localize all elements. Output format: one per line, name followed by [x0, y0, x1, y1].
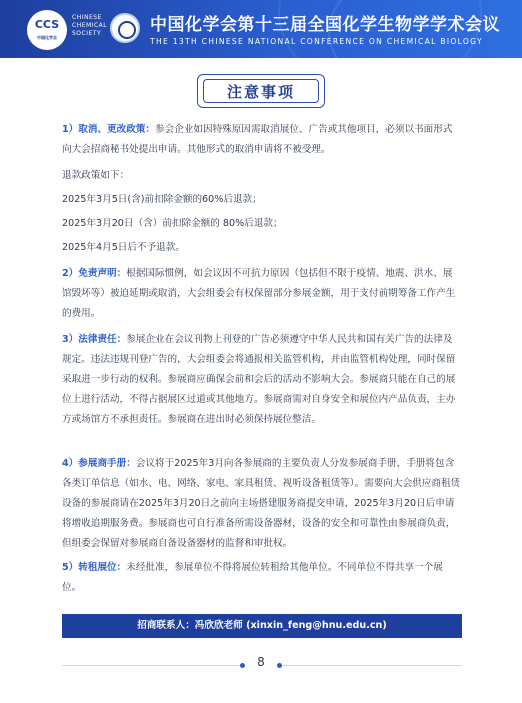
conference-title-en: THE 13TH CHINESE NATIONAL CONFERENCE ON CHEMICAL BIOLOGY: [150, 37, 483, 46]
policy-label: 5）转租展位：: [62, 562, 127, 573]
policy-text: 未经批准，参展单位不得将展位转租给其他单位。不同单位不得共享一个展位。: [62, 562, 443, 593]
ccs-name-line: CHEMICAL: [72, 22, 108, 29]
policy-label: 3）法律责任：: [62, 334, 127, 345]
refund-rule: 2025年3月20日（含）前扣除金额的 80%后退款；: [62, 218, 283, 229]
policy-disclaimer: [62, 264, 462, 324]
policy-text: 参展企业在会议刊物上刊登的广告必须遵守中华人民共和国有关广告的法律及规定。违法违规刊登广告的，大会组委会将通报相关监管机构，并由监管机构处理，同时保留采取进一步行动的权利。参展商应确保会前和会后的活动不影响大会。参展商只能在自己的展位上进行活动，不得占据展区过道或其他地方。参展商需对自身安全和展位内产品负责，主办方或场馆方不承担责任。参展商在进出时必须保持展位整洁。: [62, 334, 456, 425]
refund-intro: 退款政策如下：: [62, 170, 130, 181]
policy-text: 根据国际惯例，如会议因不可抗力原因（包括但不限于疫情、地震、洪水、展馆毁坏等）被迫延期或取消，大会组委会有权保留部分参展金额，用于支付前期筹备工作产生的费用。: [62, 268, 456, 319]
contact-bar: 招商联系人：冯欣欣老师 (xinxin_feng@hnu.edu.cn): [62, 614, 462, 638]
page-number: 8: [257, 655, 265, 669]
conference-title-cn: 中国化学会第十三届全国化学生物学学术会议: [150, 15, 500, 34]
university-seal-logo: [110, 13, 140, 43]
policy-label: 2）免责声明：: [62, 268, 127, 279]
policy-legal: [62, 330, 462, 430]
policy-text: 参会企业如因特殊原因需取消展位、广告或其他项目，必须以书面形式向大会招商秘书处提出申请。其他形式的取消申请将不被受理。: [62, 124, 453, 155]
section-title: 注意事项: [203, 79, 319, 103]
ccs-logo-text: CCS: [34, 18, 60, 31]
policy-cancellation: [62, 120, 462, 160]
policy-sublet: [62, 558, 462, 598]
refund-rule: 2025年3月5日(含)前扣除金额的60%后退款；: [62, 194, 262, 205]
ccs-logo: [27, 10, 67, 50]
footer-divider: [62, 665, 242, 666]
policy-label: 1）取消、更改政策：: [62, 124, 156, 135]
page-header: [0, 0, 522, 58]
policy-label: 4）参展商手册：: [62, 458, 136, 469]
policy-text: 会议将于2025年3月向各参展商的主要负责人分发参展商手册，手册将包含各类订单信息（如水、电、网络、家电、家具租赁、视听设备租赁等）。需要向大会供应商租赁设备的参展商请在2025年3月20日之前向主场搭建服务商提交申请，2025年3月20日后申请将增收追期服务费。参展商也可自行准备所需设备器材，设备的安全和可靠性由参展商负责，但组委会保留对参展商自备设备器材的监督和审批权。: [62, 458, 461, 549]
footer-dot: [240, 663, 245, 668]
ccs-name: [72, 14, 107, 38]
ccs-name-line: CHINESE: [72, 14, 102, 21]
policy-exhibitor-manual: [62, 454, 462, 554]
ccs-name-line: SOCIETY: [72, 30, 102, 37]
ccs-logo-sub: 中国化学会: [37, 35, 57, 40]
section-title-frame: [197, 74, 325, 108]
footer-divider: [282, 665, 462, 666]
refund-rule: 2025年4月5日后不予退款。: [62, 242, 185, 253]
